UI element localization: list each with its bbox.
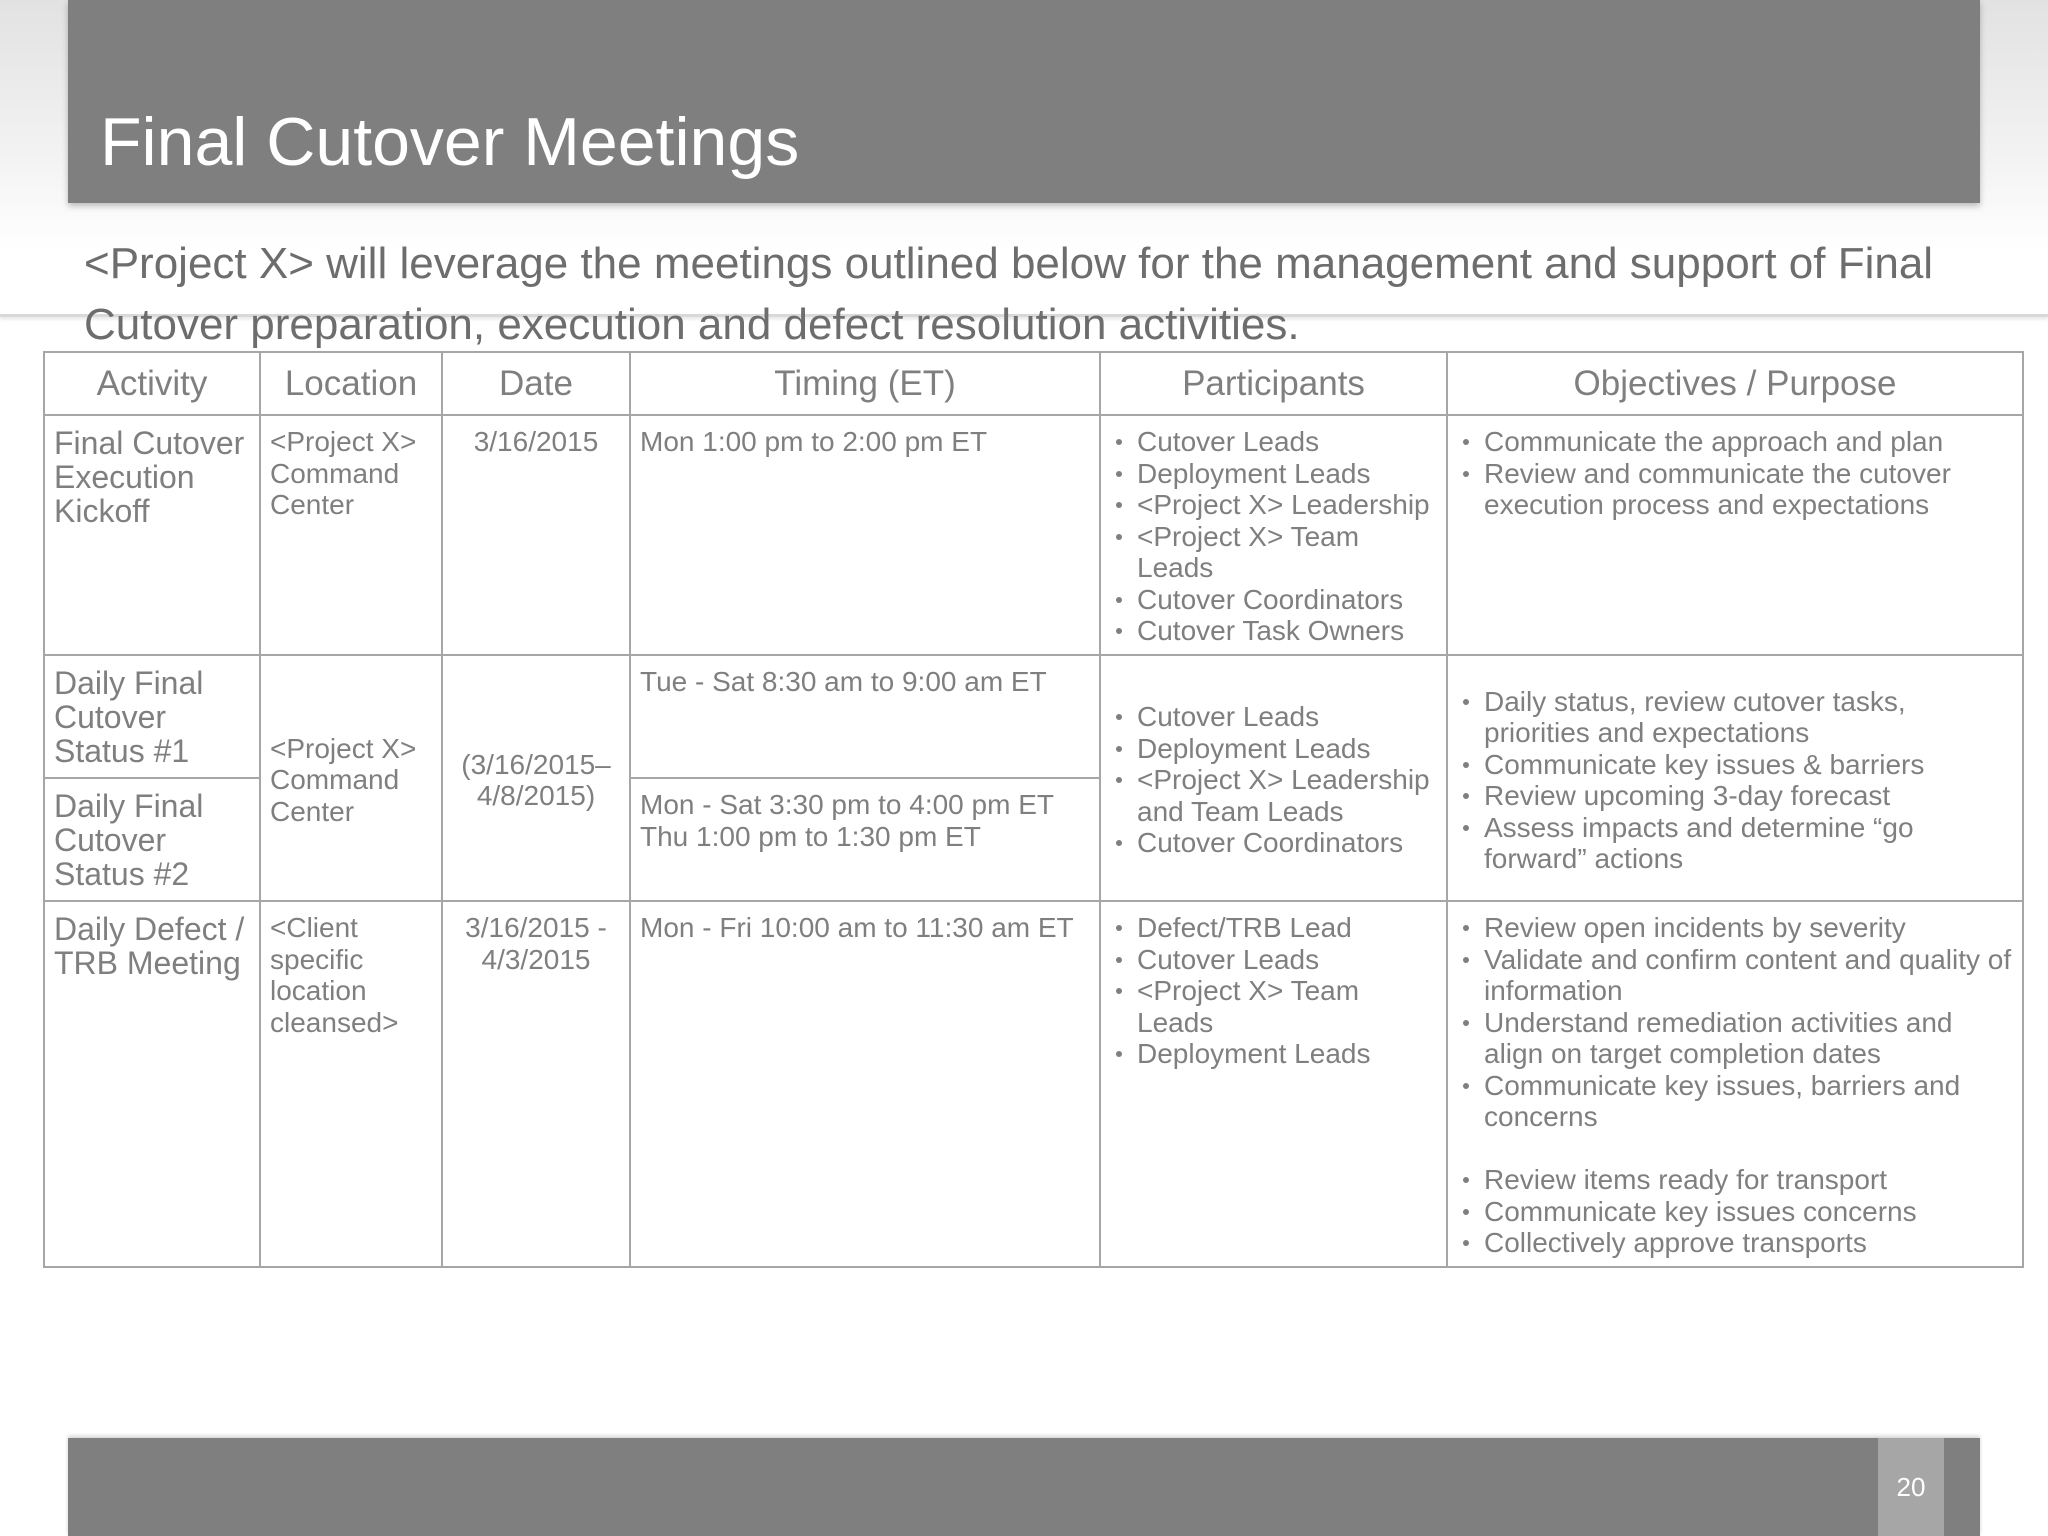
list-item: Review open incidents by severity	[1457, 912, 2013, 944]
activity-cell: Daily Final Cutover Status #2	[44, 778, 260, 901]
list-item: Assess impacts and determine “go forward” actions	[1457, 812, 2013, 875]
participants-cell	[1100, 415, 1447, 655]
header-location: Location	[260, 352, 442, 415]
participants-list	[1110, 426, 1437, 647]
list-item: <Project X> Team Leads	[1110, 975, 1437, 1038]
activity-cell: Final Cutover Execution Kickoff	[44, 415, 260, 655]
objectives-cell	[1447, 415, 2023, 655]
header-activity: Activity	[44, 352, 260, 415]
title-bar	[68, 0, 1980, 203]
list-item: <Project X> Leadership	[1110, 489, 1437, 521]
meetings-table	[43, 351, 2024, 1268]
date-cell: (3/16/2015–4/8/2015)	[442, 655, 630, 901]
activity-cell: Daily Final Cutover Status #1	[44, 655, 260, 778]
objectives-list	[1457, 426, 2013, 521]
timing-line: Thu 1:00 pm to 1:30 pm ET	[640, 820, 981, 852]
timing-cell: Mon 1:00 pm to 2:00 pm ET	[630, 415, 1100, 655]
header-timing: Timing (ET)	[630, 352, 1100, 415]
list-item: Daily status, review cutover tasks, priorities and expectations	[1457, 686, 2013, 749]
list-item: Deployment Leads	[1110, 1038, 1437, 1070]
list-item: <Project X> Leadership and Team Leads	[1110, 764, 1437, 827]
list-item: Communicate key issues, barriers and concerns	[1457, 1070, 2013, 1133]
list-item: Review and communicate the cutover execution process and expectations	[1457, 458, 2013, 521]
list-item: Validate and confirm content and quality of information	[1457, 944, 2013, 1007]
header-date: Date	[442, 352, 630, 415]
timing-cell: Mon - Fri 10:00 am to 11:30 am ET	[630, 901, 1100, 1267]
table-row	[44, 901, 2023, 1267]
date-cell: 3/16/2015 - 4/3/2015	[442, 901, 630, 1267]
location-cell: <Client specific location cleansed>	[260, 901, 442, 1267]
list-item: Cutover Leads	[1110, 944, 1437, 976]
objectives-list	[1457, 912, 2013, 1259]
list-item: Review upcoming 3-day forecast	[1457, 780, 2013, 812]
list-item: Review items ready for transport	[1457, 1164, 2013, 1196]
date-cell: 3/16/2015	[442, 415, 630, 655]
participants-list	[1110, 701, 1437, 859]
header-objectives: Objectives / Purpose	[1447, 352, 2023, 415]
header-participants: Participants	[1100, 352, 1447, 415]
objectives-cell	[1447, 655, 2023, 901]
participants-cell	[1100, 655, 1447, 901]
participants-cell	[1100, 901, 1447, 1267]
timing-line: Mon - Sat 3:30 pm to 4:00 pm ET	[640, 789, 1054, 820]
list-item: Cutover Task Owners	[1110, 615, 1437, 647]
list-item: Understand remediation activities and align on target completion dates	[1457, 1007, 2013, 1070]
list-item: Cutover Leads	[1110, 701, 1437, 733]
list-item: Communicate key issues & barriers	[1457, 749, 2013, 781]
location-cell: <Project X> Command Center	[260, 415, 442, 655]
timing-cell	[630, 778, 1100, 901]
timing-cell: Tue - Sat 8:30 am to 9:00 am ET	[630, 655, 1100, 778]
list-item: Deployment Leads	[1110, 458, 1437, 490]
table-header-row	[44, 352, 2023, 415]
objectives-list	[1457, 686, 2013, 875]
footer-bar	[68, 1438, 1980, 1536]
list-item: Communicate the approach and plan	[1457, 426, 2013, 458]
slide-title: Final Cutover Meetings	[100, 104, 800, 180]
list-item: Collectively approve transports	[1457, 1227, 2013, 1259]
table-row	[44, 655, 2023, 778]
activity-cell: Daily Defect / TRB Meeting	[44, 901, 260, 1267]
location-cell: <Project X> Command Center	[260, 655, 442, 901]
list-item: Deployment Leads	[1110, 733, 1437, 765]
list-item: Cutover Coordinators	[1110, 827, 1437, 859]
list-item: Cutover Coordinators	[1110, 584, 1437, 616]
list-item: Communicate key issues concerns	[1457, 1196, 2013, 1228]
list-item: Cutover Leads	[1110, 426, 1437, 458]
intro-text: <Project X> will leverage the meetings outlined below for the management and support of Final Cutover preparation, execution and defect resolution activities.	[84, 239, 1934, 349]
objectives-cell	[1447, 901, 2023, 1267]
page-number: 20	[1878, 1438, 1944, 1536]
table-row	[44, 415, 2023, 655]
list-item: Defect/TRB Lead	[1110, 912, 1437, 944]
list-item: <Project X> Team Leads	[1110, 521, 1437, 584]
participants-list	[1110, 912, 1437, 1070]
